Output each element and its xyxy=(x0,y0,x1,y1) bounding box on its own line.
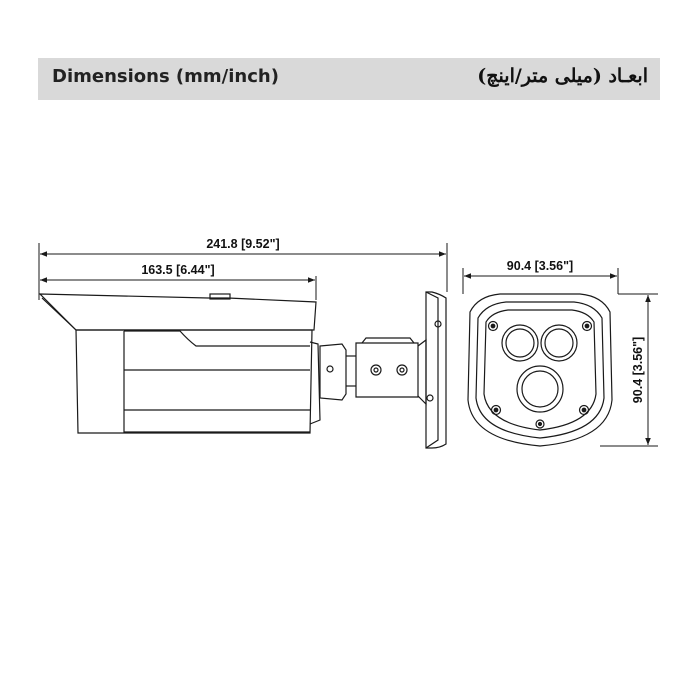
title-persian: ابعـاد (میلی متر/اینچ) xyxy=(477,65,648,87)
body-length-label: 163.5 [6.44"] xyxy=(141,263,215,277)
front-width-label: 90.4 [3.56"] xyxy=(506,259,574,273)
svg-text:.: . xyxy=(222,296,223,300)
dimension-front-width xyxy=(463,259,618,294)
overall-length-label: 241.8 [9.52"] xyxy=(206,237,280,251)
camera-side-view xyxy=(40,292,446,448)
dimension-front-height xyxy=(600,294,658,446)
camera-front-view xyxy=(468,294,612,446)
dimension-overall-length xyxy=(39,237,447,300)
title-english: Dimensions (mm/inch) xyxy=(52,66,279,87)
front-height-label: 90.4 [3.56"] xyxy=(631,336,645,404)
